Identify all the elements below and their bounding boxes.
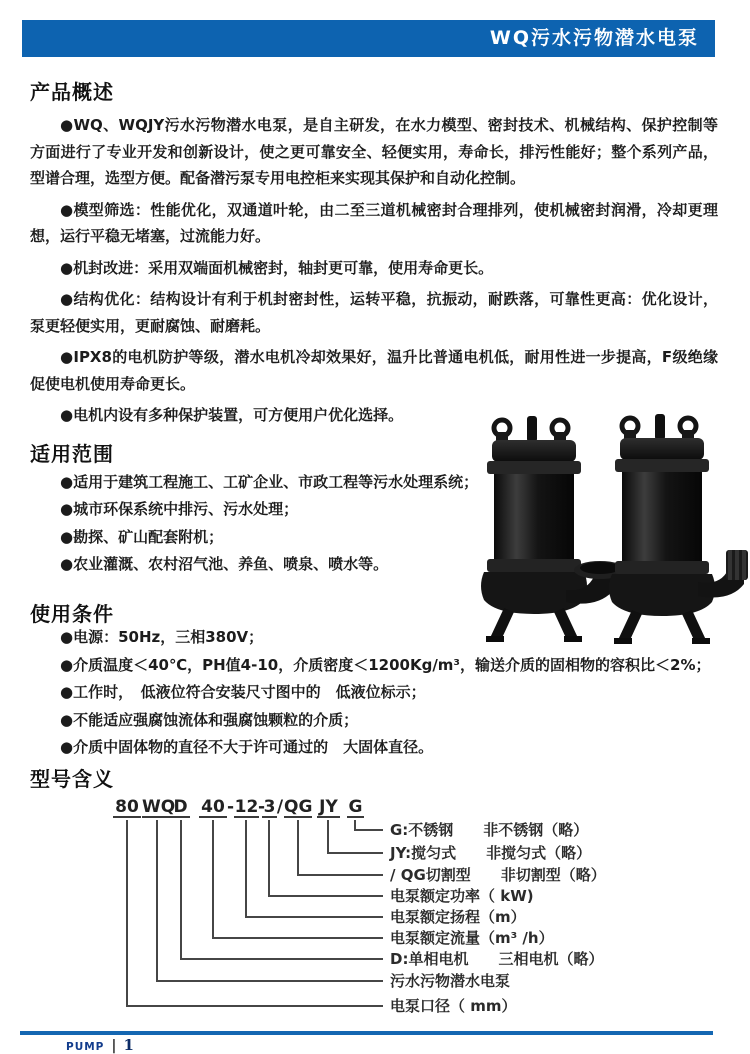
list-item: ●介质温度＜40℃，PH值4-10，介质密度＜1200Kg/m³，输送介质的固相物的容积比＜2%；	[60, 655, 711, 674]
model-code-segment: 40	[199, 797, 227, 818]
pump-product-image	[448, 412, 750, 644]
model-code-segment: WQ	[142, 797, 176, 817]
list-item: ●不能适应强腐蚀流体和强腐蚀颗粒的介质；	[60, 710, 359, 729]
model-code-segment: /	[276, 797, 284, 817]
page-banner: WQ污水污物潜水电泵	[22, 20, 715, 57]
list-item: ●适用于建筑工程施工、工矿企业、市政工程等污水处理系统；	[60, 473, 479, 491]
model-label: 电泵额定扬程（m）	[390, 908, 526, 926]
model-label: D:单相电机 三相电机（略）	[390, 950, 604, 968]
diagram-connector-horizontal	[245, 916, 383, 918]
diagram-connector-vertical	[297, 820, 299, 876]
diagram-connector-vertical	[268, 820, 270, 897]
overview-paragraph: ●电机内设有多种保护装置，可方便用户优化选择。	[60, 406, 404, 424]
model-code-segment: -	[226, 797, 235, 817]
model-label: 电泵额定流量（m³ /h）	[390, 929, 554, 947]
overview-paragraph: ●IPX8的电机防护等级，潜水电机冷却效果好，温升比普通电机低，耐用性进一步提高，F级绝缘促使电机使用寿命更长。	[30, 348, 718, 393]
overview-paragraph: ●结构优化：结构设计有利于机封密封性，运转平稳，抗振动，耐跌落，可靠性更高：优化设计，泵更轻便实用，更耐腐蚀、耐磨耗。	[30, 290, 718, 335]
model-label: 污水污物潜水电泵	[390, 972, 511, 990]
model-code-segment: G	[348, 797, 363, 817]
conditions-list	[30, 624, 730, 762]
diagram-connector-horizontal	[297, 874, 383, 876]
diagram-connector-vertical	[327, 820, 329, 854]
model-label: 电泵口径（ mm）	[390, 997, 517, 1015]
diagram-connector-vertical	[126, 820, 128, 1007]
diagram-connector-horizontal	[268, 895, 383, 897]
overview-paragraph: ●机封改进：采用双端面机械密封，轴封更可靠，使用寿命更长。	[60, 258, 494, 277]
overview-paragraph: ●WQ、WQJY污水污物潜水电泵，是自主研发，在水力模型、密封技术、机械结构、保护控制等方面进行了专业开发和创新设计，使之更可靠安全、轻便实用，寿命长，排污性能好；整个系列产品，型谱合理，选型方便。配备潜污泵专用电控柜来实现其保护和自动化控制。	[30, 116, 718, 187]
diagram-connector-horizontal	[212, 937, 383, 939]
model-label: / QG切割型 非切割型（略）	[390, 866, 606, 884]
model-label: JY:搅匀式 非搅匀式（略）	[390, 844, 592, 862]
model-label: 电泵额定功率（ kW)	[390, 887, 534, 905]
diagram-connector-vertical	[156, 820, 158, 982]
list-item: ●城市环保系统中排污、污水处理；	[60, 500, 299, 519]
list-item: ●勘探、矿山配套附机；	[60, 527, 224, 546]
footer-separator: |	[111, 1038, 117, 1054]
overview-paragraphs	[30, 112, 718, 434]
diagram-connector-horizontal	[354, 829, 383, 831]
diagram-connector-horizontal	[180, 958, 383, 960]
diagram-connector-horizontal	[126, 1005, 383, 1007]
model-code-segment: 12	[234, 797, 259, 817]
page-number: 1	[123, 1036, 134, 1054]
section-heading-overview: 产品概述	[30, 80, 114, 104]
section-heading-model: 型号含义	[30, 767, 114, 791]
list-item: ●电源：50Hz，三相380V；	[60, 628, 264, 646]
model-label: G:不锈钢 非不锈钢（略）	[390, 821, 589, 839]
section-heading-conditions: 使用条件	[30, 602, 114, 626]
list-item: ●农业灌溉、农村沼气池、养鱼、喷泉、喷水等。	[60, 554, 389, 573]
model-code-segment: 3	[263, 797, 276, 817]
model-code-segment: QG	[284, 797, 313, 817]
footer-brand: PUMP	[66, 1041, 105, 1053]
diagram-connector-horizontal	[327, 852, 383, 854]
model-code-segment: JY	[317, 797, 340, 818]
model-code-segment: -	[258, 797, 266, 817]
footer	[66, 1036, 134, 1054]
pump-left	[481, 416, 626, 642]
section-heading-scope: 适用范围	[30, 442, 114, 466]
pump-right	[609, 414, 748, 644]
diagram-connector-vertical	[212, 820, 214, 939]
model-code-segment: 80	[113, 797, 141, 818]
diagram-connector-vertical	[245, 820, 247, 918]
scope-list	[30, 469, 478, 578]
model-code-segment: D	[171, 797, 190, 818]
diagram-connector-horizontal	[156, 980, 383, 982]
diagram-connector-vertical	[180, 820, 182, 960]
list-item: ●介质中固体物的直径不大于许可通过的 大固体直径。	[60, 738, 434, 756]
overview-paragraph: ●模型筛选：性能优化，双通道叶轮，由二至三道机械密封合理排列，使机械密封润滑，冷却更理想，运行平稳无堵塞，过流能力好。	[30, 200, 718, 245]
footer-rule	[20, 1031, 713, 1035]
list-item: ●工作时， 低液位符合安装尺寸图中的 低液位标示；	[60, 683, 426, 701]
